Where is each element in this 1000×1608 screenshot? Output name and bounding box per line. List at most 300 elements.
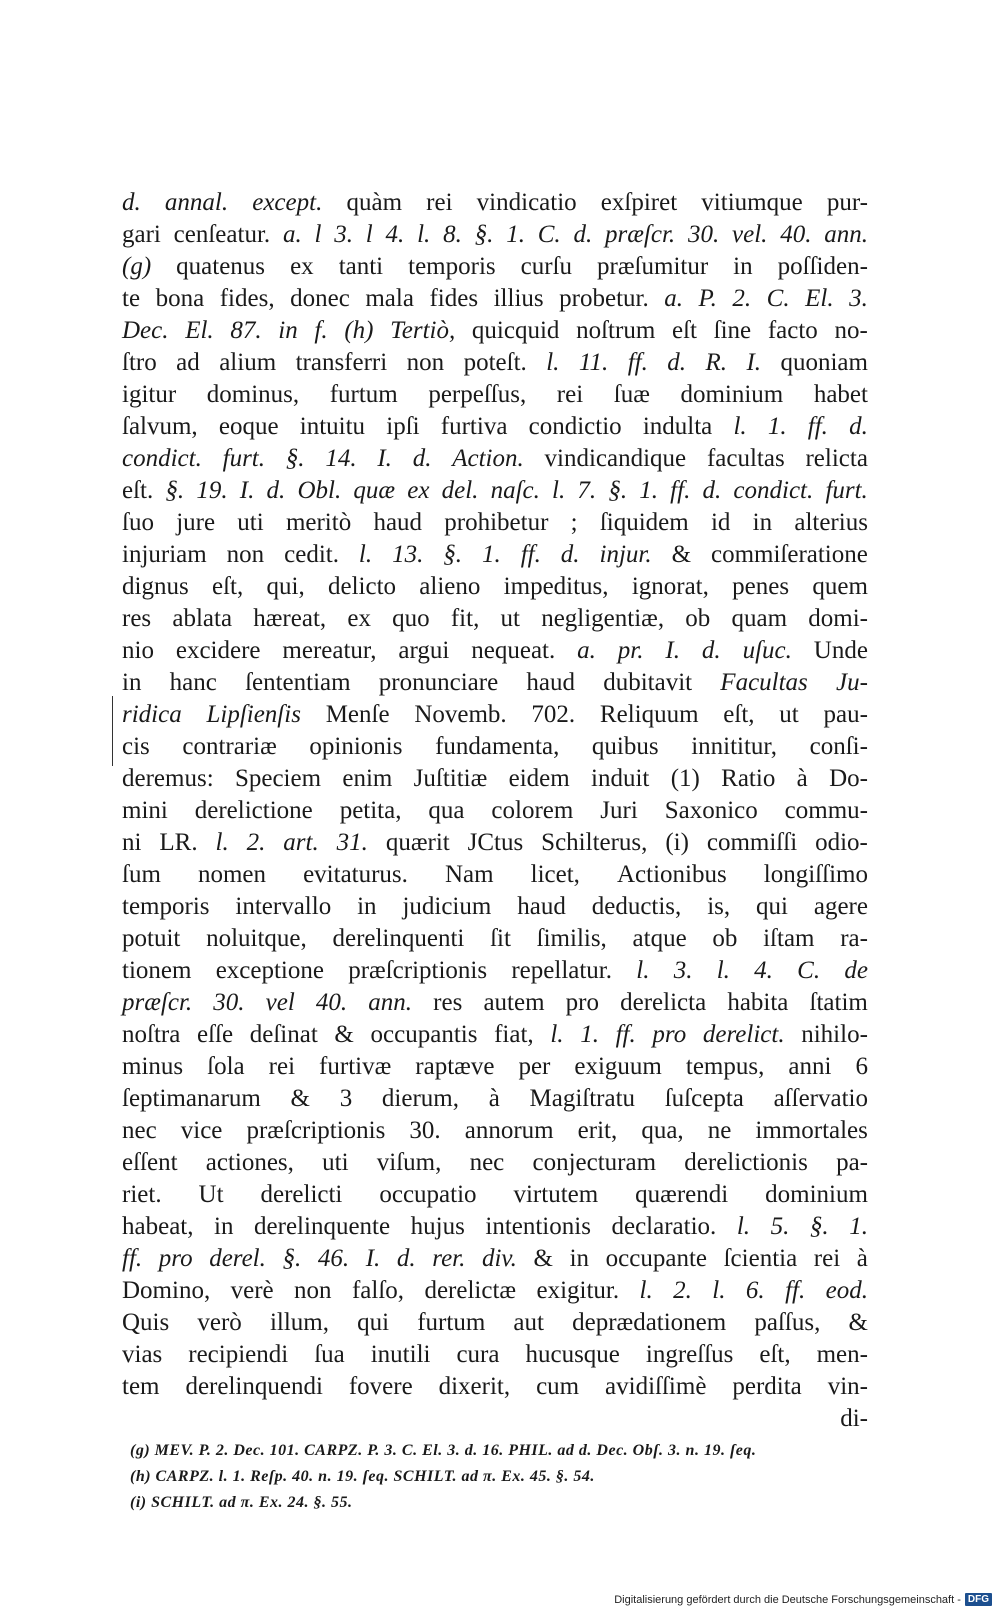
word: ſuo [122,509,154,536]
word: evitaturus. [303,861,408,888]
word: occupante [605,1245,707,1272]
word: eſt [671,317,697,344]
word: alterius [794,509,868,536]
word: C. [797,957,821,984]
text-line [122,699,868,731]
word: except. [252,189,323,216]
word: nec [122,1117,157,1144]
word: inutili [370,1341,431,1368]
word: occupantis [370,1021,478,1048]
word: C. [766,285,790,312]
word: d. [701,637,721,664]
word: impeditus, [503,573,609,600]
word: ob [685,605,711,632]
word: à [856,1245,868,1272]
word: præſcriptionis [246,1117,386,1144]
word: deremus: [122,765,214,792]
word: cedit. [284,541,339,568]
word: P. [698,285,717,312]
word: & [334,1021,354,1048]
word: derelicti [260,1181,343,1208]
word: ff. [122,1245,143,1272]
word: ſum [122,861,161,888]
word: præſcr. [605,221,676,248]
word: uti [322,1149,349,1176]
word: (1) [670,765,700,792]
word: res [433,989,463,1016]
word: ſtatim [809,989,868,1016]
word: in [752,509,773,536]
word: quærit [385,829,450,856]
word: Actionibus [617,861,727,888]
word: licet, [530,861,580,888]
word: div. [481,1245,517,1272]
word: 6. [745,1277,765,1304]
text-line [122,763,868,795]
word: 2. [732,285,752,312]
word: tanti [338,253,384,280]
text-line [122,1019,868,1051]
footnote-i: (i) SCHILT. ad π. Ex. 24. §. 55. [130,1494,353,1511]
word: condictio [528,413,622,440]
word: ſcientia [723,1245,798,1272]
word: alium [219,349,277,376]
text-line [122,955,868,987]
word: erit, [577,1117,618,1144]
word: quibus [591,733,659,760]
word: vice [180,1117,223,1144]
word: injuriam [122,541,207,568]
word: 30. [687,221,720,248]
word: 6 [855,1053,868,1080]
word: aſſervatio [773,1085,868,1112]
word: temporis [408,253,496,280]
word: ni [122,829,142,856]
word: deductis, [591,893,682,920]
word: derelictione [194,797,313,824]
text-line [122,219,868,251]
word: is, [707,893,731,920]
word: viſum, [376,1149,442,1176]
word: exiguum [574,1053,662,1080]
word: El. [805,285,834,312]
word: falſo, [351,1277,405,1304]
word: non [406,349,445,376]
word: annorum [464,1117,554,1144]
word: art. [283,829,319,856]
word: ann. [368,989,413,1016]
word: actiones, [205,1149,294,1176]
word: petita, [339,797,402,824]
text-line [122,827,868,859]
text-line [122,603,868,635]
text-line [122,251,868,283]
word: domi- [808,605,868,632]
word: mini [122,797,168,824]
text-line [122,475,868,507]
word: no- [834,317,868,344]
word: indulta [642,413,713,440]
word: poteſt. [463,349,527,376]
word: 30. [213,989,245,1016]
word: ff. [615,1021,636,1048]
word: in [214,1213,234,1240]
word: hanc [169,669,217,696]
word: Do- [829,765,868,792]
word: 87. [230,317,262,344]
word: l. [736,1213,751,1240]
word: non [226,541,265,568]
word: qui [357,1309,390,1336]
word: qua [428,797,465,824]
word: f. [314,317,328,344]
word: §. [165,477,185,504]
word: §. [285,445,305,472]
word: furtum [417,1309,486,1336]
word: 5. [770,1213,790,1240]
word: transferri [295,349,388,376]
text-line [122,347,868,379]
text-line [122,187,868,219]
word: injur. [599,541,652,568]
word: 1. [849,1213,868,1240]
word: quæ [353,477,396,504]
word: & [533,1245,553,1272]
word: in [357,893,377,920]
word: odio- [815,829,868,856]
word: exſpiret [600,189,678,216]
word: immortales [755,1117,868,1144]
word: dominium [680,381,784,408]
word: (h) [344,317,374,344]
word: ff. [785,1277,806,1304]
word: delicto [327,573,397,600]
word: Ut [198,1181,224,1208]
word: ff. [627,349,648,376]
word: anni [788,1053,832,1080]
word: ann. [824,221,868,248]
word: derelinquente [254,1213,391,1240]
word: quem [812,573,868,600]
text-line [122,283,868,315]
word: rer. [432,1245,466,1272]
word: eſt. [122,477,154,504]
word: poſſiden- [777,253,868,280]
word: temporis [122,893,210,920]
word: & [290,1085,310,1112]
word: facto [767,317,818,344]
word: meritò [285,509,352,536]
word: 11. [578,349,609,376]
word: l. [215,829,229,856]
word: Facultas [720,669,808,696]
word: §. [282,1245,302,1272]
word: d. [573,221,593,248]
word: l [314,221,322,248]
text-line [122,539,868,571]
word: ſuſcepta [664,1085,744,1112]
text-line [122,635,868,667]
text-line [122,795,868,827]
word: rei [268,1053,296,1080]
word: penes [732,573,790,600]
word: nihilo- [801,1021,868,1048]
credit-text: Digitalisierung gefördert durch die Deutsche Forschungsgemeinschaft - [614,1593,961,1606]
word: 3. [673,957,693,984]
word: ignorat, [631,573,709,600]
word: fit, [450,605,480,632]
word: in [733,253,753,280]
word: mereatur, [282,637,377,664]
word: a. [664,285,684,312]
word: præſcriptionis [348,957,488,984]
word: 7. [577,477,597,504]
word: cis [122,733,150,760]
word: exceptione [215,957,324,984]
word: 1. [506,221,525,248]
word: à [796,765,808,792]
word: Saxonico [664,797,758,824]
word: longiſſimo [763,861,868,888]
word: pur- [826,189,868,216]
word: d. [266,477,286,504]
word: qui, [266,573,305,600]
text-line [122,1307,868,1339]
word: agere [813,893,868,920]
word: illius [493,285,544,312]
word: Nam [444,861,494,888]
word: nec [469,1149,505,1176]
body-text [122,187,868,1435]
word: derelictionis [684,1149,808,1176]
word: d. [667,349,687,376]
margin-mark [112,696,113,766]
word: 3 [339,1085,353,1112]
word: Tertiò, [390,317,456,344]
word: I. [377,445,392,472]
word: 3. [334,221,353,248]
word: ipſi [386,413,420,440]
word: à [488,1085,500,1112]
word: JCtus [467,829,524,856]
word: ut [500,605,520,632]
word: l. [712,1277,726,1304]
word: ſalvum, [122,413,198,440]
word: noſtrum [576,317,656,344]
word: tempus, [685,1053,765,1080]
word: ſit [490,925,511,952]
word: ex [347,605,371,632]
word: eſt, [723,701,755,728]
word: quàm [346,189,403,216]
word: potuit [122,925,181,952]
word: furt. [825,477,868,504]
word: fundamenta, [435,733,560,760]
word: non [294,1277,332,1304]
word: derelictæ [424,1277,517,1304]
word: Dec. [122,317,169,344]
word: 1. [580,1021,599,1048]
word: derelinquendi [185,1373,323,1400]
word: l. [733,413,747,440]
word: commu- [784,797,868,824]
word: Unde [813,637,868,664]
word: iſtam [763,925,815,952]
word: rei [556,381,584,408]
word: d. [702,477,722,504]
word: præſumitur [597,253,709,280]
word: Ratio [721,765,776,792]
word: l. [639,1277,653,1304]
word: & [671,541,692,568]
word: ſimilis, [536,925,607,952]
word: paſſus, [754,1309,821,1336]
word: de [844,957,868,984]
word: vin- [827,1373,868,1400]
word: 46. [317,1245,350,1272]
word: ff. [807,413,828,440]
word: conjecturam [532,1149,657,1176]
word: eidem [508,765,570,792]
word: quærendi [635,1181,729,1208]
word: ut [779,701,799,728]
word: 3. [849,285,868,312]
word: deſinat [249,1021,318,1048]
word: quoniam [780,349,868,376]
text-line-catchword [122,1403,868,1435]
word: annal. [164,189,229,216]
text-line [122,1211,868,1243]
word: I. [365,1245,381,1272]
word: habet [813,381,868,408]
word: declaratio. [611,1213,717,1240]
word: ff. [670,477,691,504]
word: vias [122,1341,163,1368]
word: §. [443,541,463,568]
text-line [122,891,868,923]
word: haud [526,669,575,696]
word: l [365,221,373,248]
word: vindicatio [476,189,577,216]
word: 2. [673,1277,692,1304]
text-line [122,1243,868,1275]
word: ſtro [122,349,157,376]
word: Ju- [836,669,868,696]
word: Domino, [122,1277,211,1304]
word: quam [731,605,788,632]
word: l. [546,349,560,376]
word: ob [712,925,738,952]
word: per [518,1053,551,1080]
word: recipiendi [188,1341,289,1368]
word: Juri [600,797,638,824]
word: verè [230,1277,274,1304]
word: vel [265,989,295,1016]
text-line [122,1275,868,1307]
word: verò [197,1309,242,1336]
word: ff. [520,541,541,568]
word: 8. [443,221,462,248]
word: C. [537,221,561,248]
word: deprædationem [572,1309,727,1336]
word: commiſeratione [710,541,868,568]
word: l. [552,477,566,504]
word: ſine [713,317,752,344]
text-line [122,1371,868,1403]
word: exigitur. [536,1277,620,1304]
text-line [122,571,868,603]
word: excidere [175,637,261,664]
footnote-g: (g) MEV. P. 2. Dec. 101. CARPZ. P. 3. C. El. 3. d. 16. PHIL. ad d. Dec. Obſ. 3. n. 19. ſeq. [130,1442,757,1459]
word: Quis [122,1309,170,1336]
word: §. [809,1213,829,1240]
word: cenſeatur. [173,221,271,248]
word: I. [746,349,762,376]
word: l. [716,957,730,984]
word: illum, [269,1309,329,1336]
word: cura [456,1341,500,1368]
word: curſu [520,253,573,280]
text-line [122,411,868,443]
word: noluitque, [206,925,307,952]
word: noſtra [122,1021,181,1048]
word: autem [483,989,545,1016]
word: repellatur. [511,957,613,984]
word: ſua [314,1341,345,1368]
word: fides, [219,285,275,312]
text-line [122,379,868,411]
word: furt. [222,445,265,472]
word: ridica [122,701,182,728]
word: commiſſi [706,829,798,856]
word: condict. [122,445,202,472]
word: Obl. [297,477,342,504]
word: hucusque [525,1341,620,1368]
text-line [122,443,868,475]
word: perpeſſus, [428,381,527,408]
word: opinionis [309,733,403,760]
word: dubitavit [603,669,693,696]
word: raptæve [415,1053,495,1080]
word: pro [565,989,599,1016]
word: d. [122,189,141,216]
word: R. [705,349,727,376]
word: furtiva [440,413,508,440]
word: quo [392,605,430,632]
word: 1. [767,413,787,440]
word: 1. [639,477,658,504]
word: eoque [218,413,279,440]
word: jure [176,509,216,536]
word: vel. [732,221,768,248]
word: LR. [159,829,198,856]
word: dominium [765,1181,868,1208]
word: igitur [122,381,177,408]
word: derelicta [620,989,707,1016]
text-line [122,1083,868,1115]
word: d. [412,445,432,472]
word: occupatio [379,1181,477,1208]
digitization-credit [614,1593,992,1606]
word: fiat, [494,1021,534,1048]
word: argui [398,637,450,664]
word: El. [185,317,214,344]
word: haud [517,893,566,920]
word: aut [513,1309,544,1336]
word: avidiſſimè [605,1373,707,1400]
word: & [848,1309,868,1336]
word: uſuc. [742,637,792,664]
